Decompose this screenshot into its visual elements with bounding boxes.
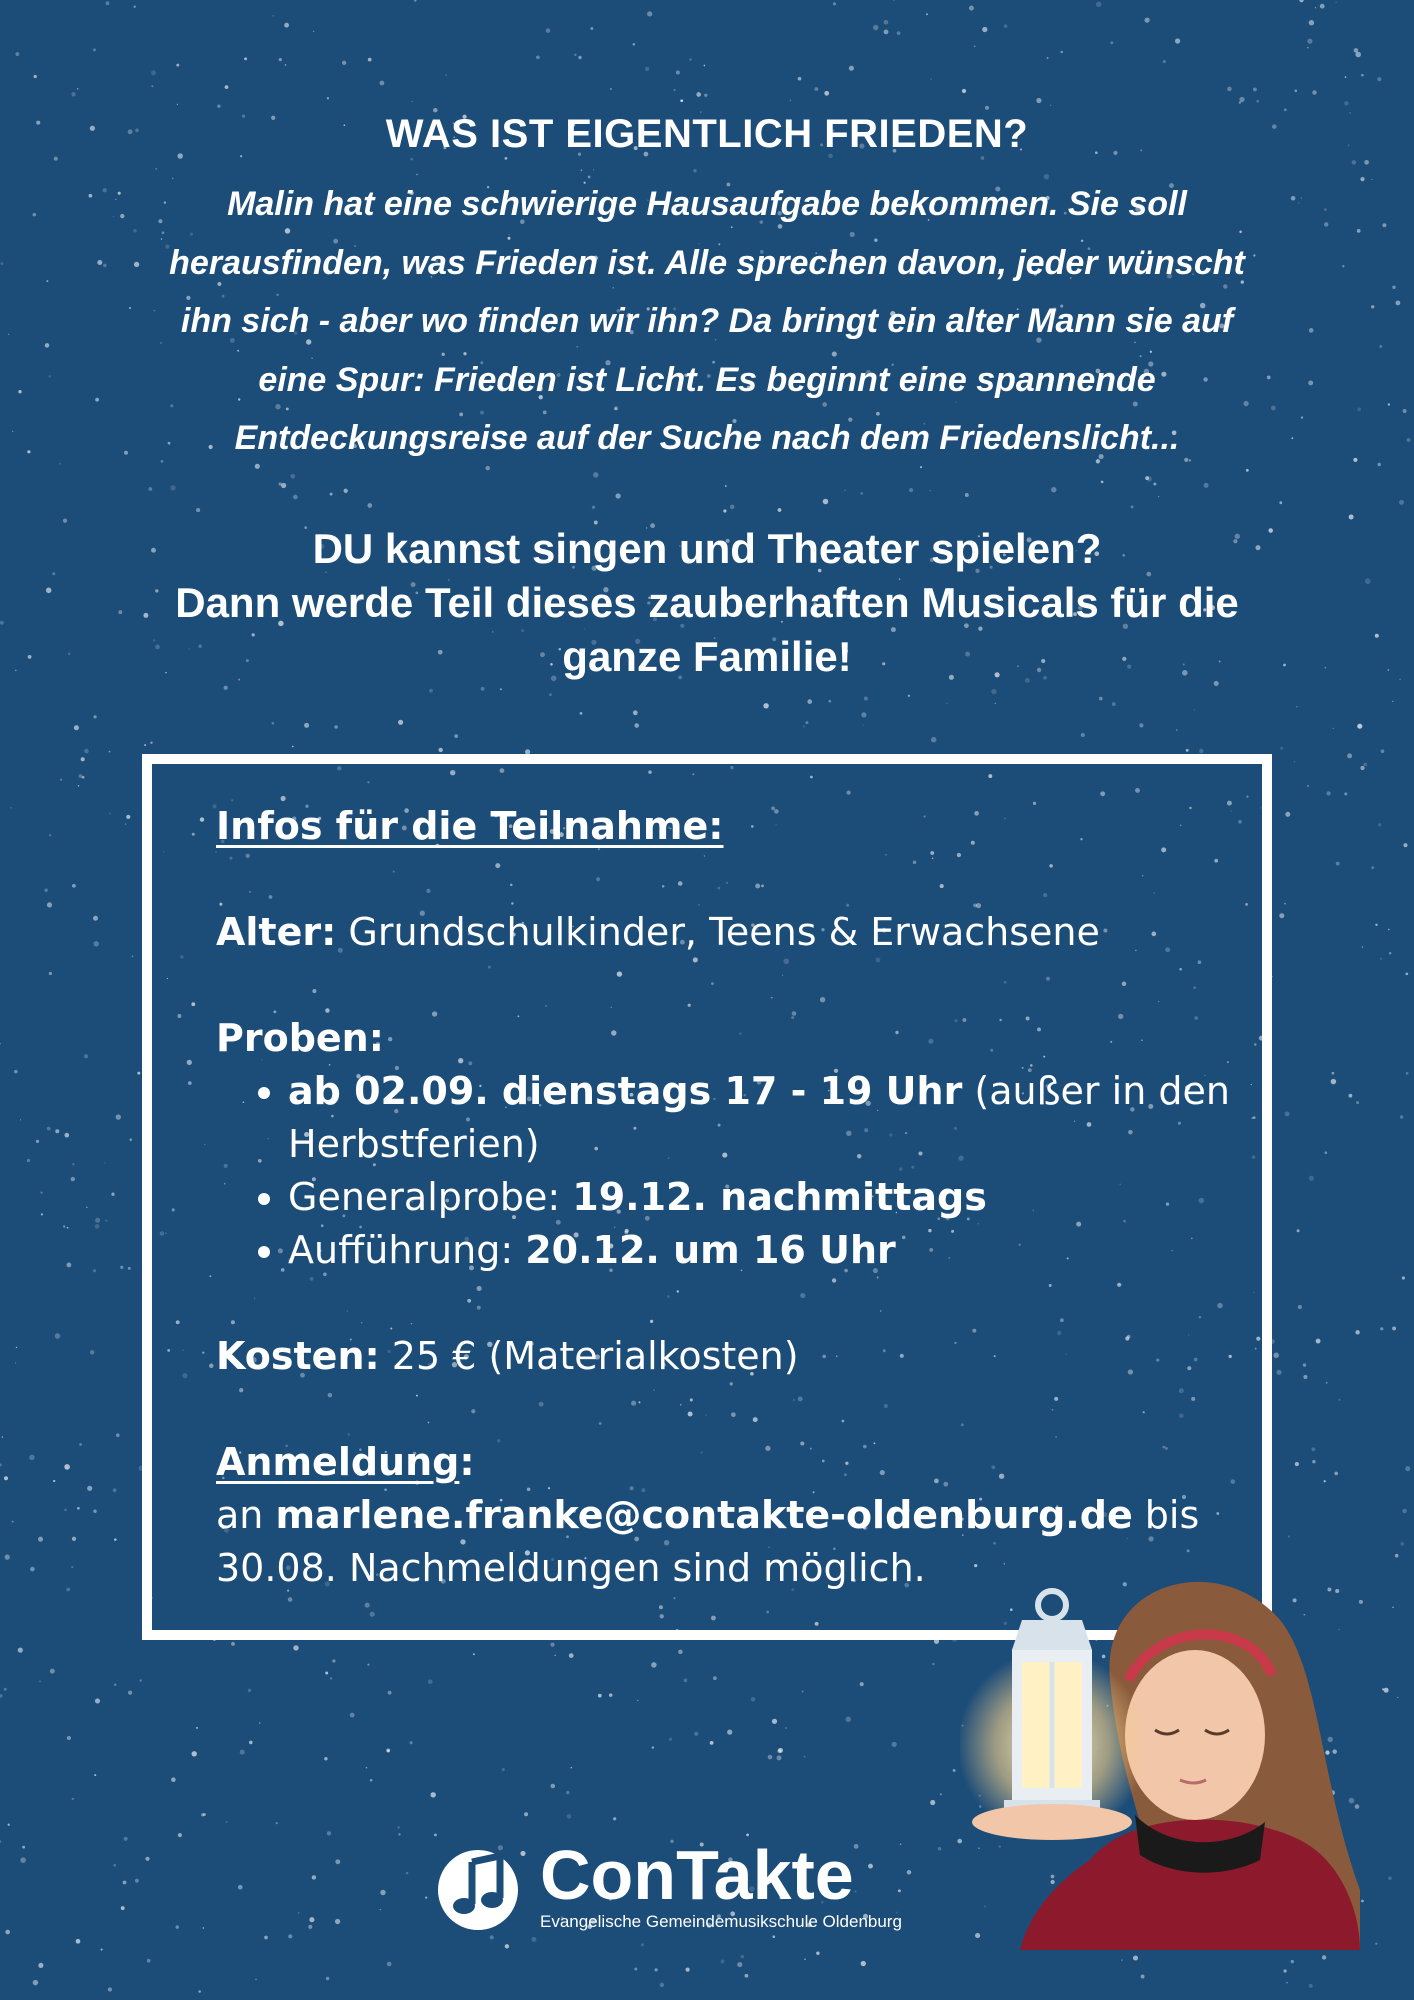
- rehearsals-label: Proben:: [216, 1016, 384, 1060]
- logo-subtitle: Evangelische Gemeindemusikschule Oldenburg: [540, 1912, 902, 1931]
- rehearsal-bold: 20.12. um 16 Uhr: [525, 1228, 896, 1272]
- story-paragraph: [80, 175, 1334, 468]
- call-to-action: [100, 522, 1314, 684]
- call-line: ganze Familie!: [562, 633, 852, 680]
- list-item: • Generalprobe: 19.12. nachmittags: [288, 1171, 1236, 1224]
- call-line: DU kannst singen und Theater spielen?: [312, 525, 1102, 572]
- registration-email[interactable]: marlene.franke@contakte-oldenburg.de: [275, 1493, 1133, 1537]
- logo-name: ConTakte: [540, 1836, 854, 1914]
- story-line: ihn sich - aber wo finden wir ihn? Da bringt ein alter Mann sie auf: [180, 302, 1234, 340]
- page-title: WAS IST EIGENTLICH FRIEDEN?: [385, 112, 1029, 156]
- rehearsals-list: [216, 1065, 1236, 1277]
- call-line: Dann werde Teil dieses zauberhaften Musicals für die: [175, 579, 1239, 626]
- music-note-icon: [438, 1850, 518, 1930]
- age-label: Alter:: [216, 910, 337, 954]
- rehearsal-bold: ab 02.09. dienstags 17 - 19 Uhr: [288, 1069, 963, 1113]
- girl-with-lantern-icon: [960, 1560, 1380, 1950]
- info-content: [216, 800, 1236, 1595]
- registration-label: Anmeldung: [216, 1440, 460, 1484]
- cost-value: 25 € (Materialkosten): [379, 1334, 799, 1378]
- rehearsal-bold: 19.12. nachmittags: [572, 1175, 987, 1219]
- age-row: [216, 906, 1236, 959]
- story-line: herausfinden, was Frieden ist. Alle sprechen davon, jeder wünscht: [169, 243, 1245, 282]
- age-value: Grundschulkinder, Teens & Erwachsene: [336, 910, 1100, 954]
- list-item: • ab 02.09. dienstags 17 - 19 Uhr (außer in den Herbstferien): [288, 1065, 1236, 1171]
- cost-row: [216, 1330, 1236, 1383]
- list-item: • Aufführung: 20.12. um 16 Uhr: [288, 1224, 1236, 1277]
- registration-text: an marlene.franke@contakte-oldenburg.de bis 30.08. Nachmeldungen sind möglich.: [216, 1493, 1200, 1590]
- story-line: Malin hat eine schwierige Hausaufgabe bekommen. Sie soll: [227, 185, 1187, 223]
- info-heading: Infos für die Teilnahme:: [216, 804, 724, 848]
- registration-label-row: Anmeldung:: [216, 1440, 475, 1484]
- cost-label: Kosten:: [216, 1334, 380, 1378]
- story-line: eine Spur: Frieden ist Licht. Es beginnt eine spannende: [258, 360, 1156, 399]
- story-line: Entdeckungsreise auf der Suche nach dem Friedenslicht...: [234, 419, 1180, 457]
